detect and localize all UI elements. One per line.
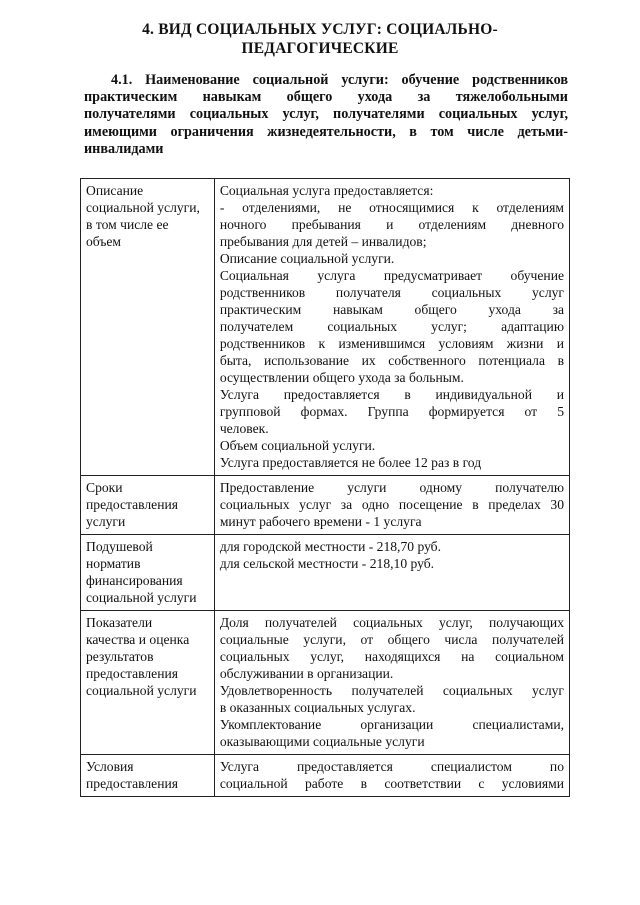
row-content-cell (214, 179, 569, 476)
row-label-line: в том числе ее (86, 217, 169, 232)
row-label-cell (81, 179, 215, 476)
row-label-cell (81, 611, 215, 755)
row-content-cell (214, 755, 569, 797)
table-row (81, 179, 570, 476)
row-content-cell (214, 535, 569, 611)
row-content-line: - отделениями, не относящимися к отделениям (219, 200, 564, 215)
row-label-line: финансирования (86, 573, 183, 588)
row-label-line: социальной услуги, (86, 200, 200, 215)
row-content-line: Описание социальной услуги. (219, 251, 395, 266)
row-label-line: Подушевой (86, 539, 153, 554)
row-label-line: результатов (86, 649, 154, 664)
row-content-line: Услуга предоставляется в индивидуальной и (219, 387, 564, 402)
row-content-line: оказывающими социальные услуги (219, 734, 425, 749)
row-content-line: человек. (219, 421, 269, 436)
row-content-line: Социальная услуга предусматривает обучение (219, 268, 564, 283)
row-label-line: предоставления (86, 666, 179, 681)
row-content-line: Предоставление услуги одному получателю (219, 480, 564, 495)
service-title-line: практическим навыкам общего ухода за тяжелобольными (84, 89, 568, 106)
row-label-line: Сроки (86, 480, 123, 495)
row-content-line: практическим навыкам общего ухода за (219, 302, 564, 317)
row-content-line: ночного пребывания и отделениям дневного (219, 217, 564, 232)
row-label-line: объем (86, 234, 122, 249)
row-content-line: родственников к изменившимся условиям жизни и (219, 336, 564, 351)
row-label-line: предоставления (86, 497, 179, 512)
row-label-line: Описание (86, 183, 144, 198)
row-content-cell (214, 611, 569, 755)
section-heading-line-2: ПЕДАГОГИЧЕСКИЕ (241, 40, 399, 57)
row-content-line: групповой формах. Группа формируется от 5 (219, 404, 564, 419)
row-content-line: пребывания для детей – инвалидов; (219, 234, 427, 249)
service-title-line: получателями социальных услуг, получателями социальных услуг, (84, 106, 568, 123)
row-label-line: предоставления (86, 776, 179, 791)
service-title-line: инвалидами (84, 140, 164, 157)
row-label-line: Условия (86, 759, 134, 774)
row-label-cell (81, 535, 215, 611)
row-content-line: получателем социальных услуг; адаптацию (219, 319, 564, 334)
table-row (81, 755, 570, 797)
row-content-line: Услуга предоставляется специалистом по (219, 759, 564, 774)
table-row (81, 611, 570, 755)
table-row (81, 476, 570, 535)
row-content-line: Услуга предоставляется не более 12 раз в год (219, 455, 482, 470)
table-row (81, 535, 570, 611)
row-content-line: минут рабочего времени - 1 услуга (219, 514, 422, 529)
row-content-line: социальных услуг, находящихся на социальном (219, 649, 564, 664)
row-content-line: Удовлетворенность получателей социальных услуг (219, 683, 564, 698)
service-title (84, 72, 568, 158)
row-content-cell (214, 476, 569, 535)
row-content-line: социальных услуг за одно посещение в пределах 30 (219, 497, 564, 512)
row-label-line: социальной услуги (86, 683, 197, 698)
row-content-line: социальной работе в соответствии с условиями (219, 776, 564, 791)
row-content-line: социальные услуги, от общего числа получателей (219, 632, 564, 647)
row-label-line: социальной услуги (86, 590, 197, 605)
row-label-line: услуги (86, 514, 126, 529)
row-content-line: в оказанных социальных услугах. (219, 700, 416, 715)
section-heading-line-1: 4. ВИД СОЦИАЛЬНЫХ УСЛУГ: СОЦИАЛЬНО- (142, 21, 498, 38)
service-details-body (81, 179, 570, 797)
section-heading (60, 20, 580, 58)
row-label-line: качества и оценка (86, 632, 190, 647)
row-label-cell (81, 476, 215, 535)
row-content-line: Укомплектование организации специалистами, (219, 717, 564, 732)
service-title-line: 4.1. Наименование социальной услуги: обучение родственников (111, 72, 568, 88)
row-label-line: норматив (86, 556, 141, 571)
row-label-line: Показатели (86, 615, 153, 630)
row-content-line: осуществлении общего ухода за больным. (219, 370, 464, 385)
service-details-table (80, 178, 570, 797)
row-label-cell (81, 755, 215, 797)
row-content-line: родственников получателя социальных услуг (219, 285, 564, 300)
row-content-line: для сельской местности - 218,10 руб. (219, 556, 435, 571)
row-content-line: Социальная услуга предоставляется: (219, 183, 434, 198)
row-content-line: для городской местности - 218,70 руб. (219, 539, 441, 554)
row-content-line: быта, использование их собственного потенциала в (219, 353, 564, 368)
row-content-line: обслуживании в организации. (219, 666, 394, 681)
row-content-line: Доля получателей социальных услуг, получающих (219, 615, 564, 630)
row-content-line: Объем социальной услуги. (219, 438, 376, 453)
service-title-line: имеющими ограничения жизнедеятельности, в том числе детьми- (84, 123, 568, 140)
